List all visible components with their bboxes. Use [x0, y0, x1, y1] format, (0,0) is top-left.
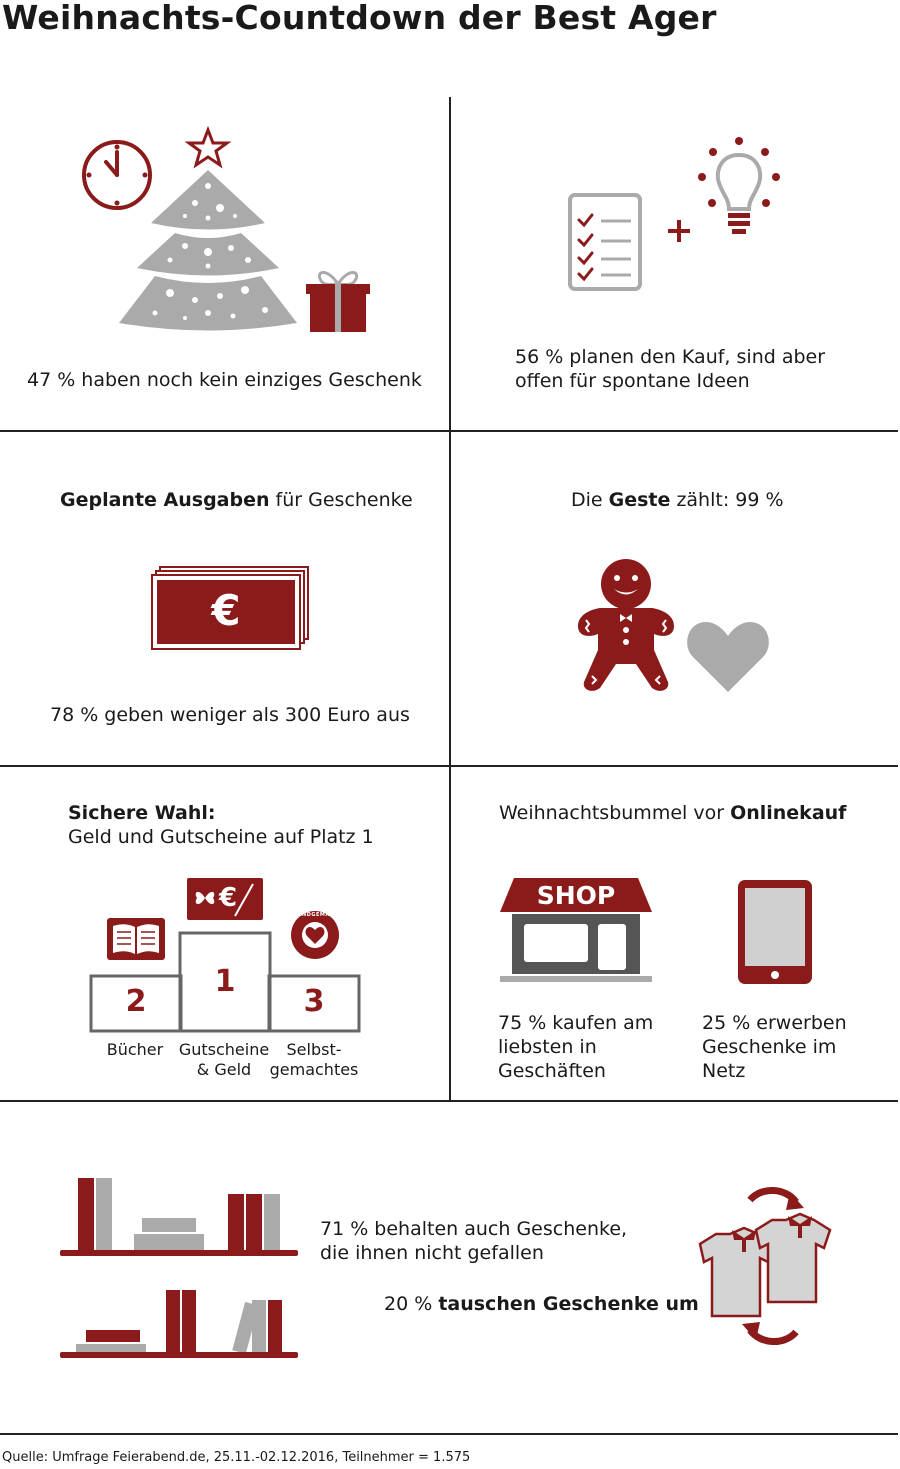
- podium-label-books: Bücher: [106, 1040, 164, 1059]
- grid-divider-row1: [0, 430, 898, 432]
- spending-stat-text: 78 % geben weniger als 300 Euro aus: [50, 704, 410, 726]
- bookshelf-top-icon: [60, 1174, 300, 1258]
- podium-rank-1: 1: [214, 964, 236, 999]
- store-stat-line2: liebsten in: [498, 1036, 597, 1058]
- podium-heading-line2: Geld und Gutscheine auf Platz 1: [68, 826, 374, 848]
- online-stat-line2: Geschenke im: [702, 1036, 837, 1058]
- exchange-stat-bold: tauschen Geschenke um: [438, 1293, 699, 1315]
- heart-icon: [686, 620, 770, 692]
- gesture-heading-bold: Geste: [608, 489, 671, 511]
- tablet-icon: [738, 880, 812, 984]
- shop-sign-text: SHOP: [536, 881, 616, 910]
- spending-heading-bold: Geplante Ausgaben: [60, 489, 270, 511]
- page-title: Weihnachts-Countdown der Best Ager: [2, 0, 717, 37]
- podium-rank-2: 2: [125, 984, 147, 1019]
- gesture-heading-pre: Die: [571, 489, 609, 511]
- lightbulb-icon: [695, 135, 783, 240]
- gesture-heading: [571, 488, 784, 512]
- podium-rank-3: 3: [303, 984, 325, 1019]
- podium-label-handmade-line2: gemachtes: [269, 1060, 359, 1079]
- keep-stat-line2: die ihnen nicht gefallen: [320, 1242, 544, 1264]
- gingerbread-icon: [578, 558, 674, 692]
- plan-stat-line2: offen für spontane Ideen: [515, 370, 750, 392]
- gesture-heading-post: zählt: 99 %: [670, 489, 784, 511]
- online-stat-line3: Netz: [702, 1060, 746, 1082]
- store-stat-line3: Geschäften: [498, 1060, 606, 1082]
- spending-heading: [60, 488, 413, 512]
- shopping-heading: [499, 801, 846, 825]
- store-stat-line1: 75 % kaufen am: [498, 1012, 654, 1034]
- grid-divider-vertical: [449, 97, 451, 1102]
- exchange-stat-pre: 20 %: [384, 1293, 439, 1315]
- grid-divider-row3: [0, 1100, 898, 1102]
- euro-symbol: €: [211, 586, 241, 635]
- podium-label-vouchers: Gutscheine: [178, 1040, 270, 1059]
- podium-label-handmade: Selbst-: [286, 1040, 342, 1059]
- keep-stat-line1: 71 % behalten auch Geschenke,: [320, 1218, 628, 1240]
- online-stat-line1: 25 % erwerben: [702, 1012, 847, 1034]
- plus-icon: [668, 220, 690, 242]
- grid-divider-row2: [0, 765, 898, 767]
- plan-stat-line1: 56 % planen den Kauf, sind aber: [515, 346, 826, 368]
- handmade-badge-text: HANDGEMACHT: [293, 912, 343, 918]
- gift-icon: [306, 262, 370, 334]
- bookshelf-bottom-icon: [60, 1288, 300, 1362]
- source-note: Quelle: Umfrage Feierabend.de, 25.11.-02.12.2016, Teilnehmer = 1.575: [2, 1450, 471, 1465]
- shopping-heading-pre: Weihnachtsbummel vor: [499, 802, 731, 824]
- christmas-tree-icon: [115, 128, 300, 333]
- exchange-shirts-icon: [700, 1182, 846, 1354]
- exchange-stat: [384, 1292, 699, 1316]
- podium-heading-bold: [68, 801, 215, 825]
- podium-label-vouchers-line2: & Geld: [196, 1060, 252, 1079]
- gifts-stat-text: 47 % haben noch kein einziges Geschenk: [27, 369, 422, 391]
- spending-heading-rest: für Geschenke: [269, 489, 413, 511]
- checklist-icon: [567, 192, 643, 292]
- grid-divider-bottom: [0, 1433, 898, 1435]
- shopping-heading-bold: Onlinekauf: [730, 802, 847, 824]
- podium-heading-bold-text: Sichere Wahl:: [68, 802, 216, 824]
- voucher-euro-symbol: €: [218, 883, 238, 913]
